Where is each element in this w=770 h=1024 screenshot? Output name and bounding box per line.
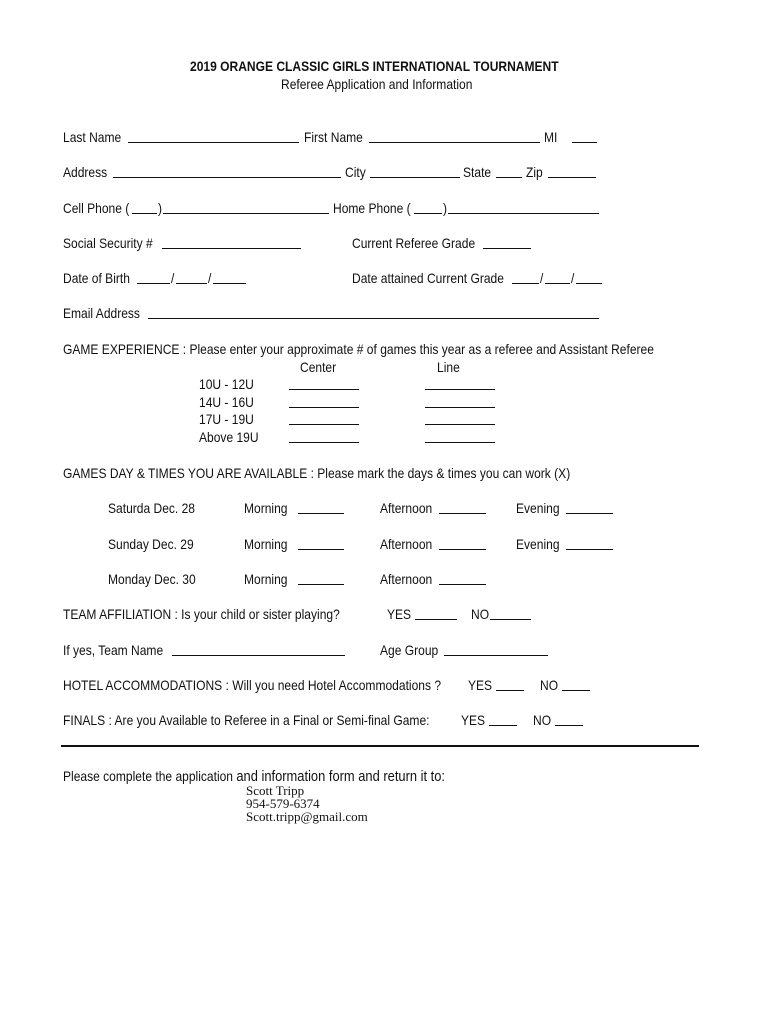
zip-label: Zip: [526, 164, 543, 180]
morning-label: Morning: [244, 571, 288, 587]
team-yes-field[interactable]: [415, 619, 457, 620]
experience-age-label: Above 19U: [199, 429, 259, 445]
team-question: TEAM AFFILIATION : Is your child or sister playing?: [63, 606, 340, 622]
dob-slash-1: /: [171, 270, 175, 286]
day-label: Saturda Dec. 28: [108, 500, 196, 516]
afternoon-field[interactable]: [439, 549, 486, 550]
zip-field[interactable]: [548, 177, 596, 178]
mi-label: MI: [544, 129, 558, 145]
availability-heading: GAMES DAY & TIMES YOU ARE AVAILABLE : Please mark the days & times you can work (X): [63, 465, 571, 481]
morning-field[interactable]: [298, 513, 344, 514]
attained-slash-1: /: [540, 270, 544, 286]
morning-field[interactable]: [298, 584, 344, 585]
dob-label: Date of Birth: [63, 270, 130, 286]
morning-field[interactable]: [298, 549, 344, 550]
first-name-field[interactable]: [369, 142, 540, 143]
address-field[interactable]: [113, 177, 341, 178]
center-games-field[interactable]: [289, 407, 359, 408]
finals-yes-field[interactable]: [489, 725, 517, 726]
last-name-label: Last Name: [63, 129, 122, 145]
hotel-question: HOTEL ACCOMMODATIONS : Will you need Hotel Accommodations ?: [63, 677, 442, 693]
finals-no-label: NO: [533, 712, 552, 728]
ssn-field[interactable]: [162, 248, 301, 249]
grade-label: Current Referee Grade: [352, 235, 476, 251]
hotel-yes-field[interactable]: [496, 690, 524, 691]
line-games-field[interactable]: [425, 424, 495, 425]
center-games-field[interactable]: [289, 442, 359, 443]
center-games-field[interactable]: [289, 424, 359, 425]
afternoon-label: Afternoon: [380, 500, 433, 516]
experience-heading: GAME EXPERIENCE : Please enter your approximate # of games this year as a referee and Assistant Referee: [63, 341, 654, 357]
experience-col-line: Line: [437, 359, 460, 375]
dob-day-field[interactable]: [176, 283, 207, 284]
experience-age-label: 14U - 16U: [199, 394, 254, 410]
hotel-no-field[interactable]: [562, 690, 590, 691]
attained-slash-2: /: [571, 270, 575, 286]
evening-field[interactable]: [566, 513, 613, 514]
hotel-no-label: NO: [540, 677, 559, 693]
afternoon-field[interactable]: [439, 584, 486, 585]
finals-yes-label: YES: [461, 712, 486, 728]
afternoon-label: Afternoon: [380, 571, 433, 587]
team-no-field[interactable]: [490, 619, 531, 620]
attained-month-field[interactable]: [512, 283, 539, 284]
team-name-label: If yes, Team Name: [63, 642, 164, 658]
grade-field[interactable]: [483, 248, 531, 249]
city-field[interactable]: [370, 177, 460, 178]
contact-phone: 954-579-6374: [246, 796, 320, 811]
age-group-field[interactable]: [444, 655, 548, 656]
last-name-field[interactable]: [128, 142, 299, 143]
age-group-label: Age Group: [380, 642, 439, 658]
day-label: Monday Dec. 30: [108, 571, 196, 587]
dob-month-field[interactable]: [137, 283, 170, 284]
form-subtitle: Referee Application and Information: [281, 76, 473, 92]
return-instruction-part-1: Please complete the application: [63, 768, 234, 784]
team-name-field[interactable]: [172, 655, 345, 656]
home-paren-close: ): [443, 200, 448, 216]
city-label: City: [345, 164, 366, 180]
home-area-code-field[interactable]: [414, 213, 442, 214]
first-name-label: First Name: [304, 129, 363, 145]
attained-day-field[interactable]: [545, 283, 570, 284]
return-instruction-part-2: and information form and return it to:: [236, 768, 446, 785]
contact-email[interactable]: Scott.tripp@gmail.com: [246, 809, 368, 824]
line-games-field[interactable]: [425, 407, 495, 408]
dob-year-field[interactable]: [213, 283, 246, 284]
line-games-field[interactable]: [425, 442, 495, 443]
afternoon-field[interactable]: [439, 513, 486, 514]
cell-phone-field[interactable]: [163, 213, 329, 214]
home-phone-label: Home Phone (: [333, 200, 411, 216]
dob-slash-2: /: [208, 270, 212, 286]
finals-no-field[interactable]: [555, 725, 583, 726]
cell-area-code-field[interactable]: [132, 213, 157, 214]
experience-age-label: 17U - 19U: [199, 411, 254, 427]
day-label: Sunday Dec. 29: [108, 536, 194, 552]
afternoon-label: Afternoon: [380, 536, 433, 552]
center-games-field[interactable]: [289, 389, 359, 390]
date-attained-label: Date attained Current Grade: [352, 270, 504, 286]
state-field[interactable]: [496, 177, 522, 178]
cell-paren-close: ): [158, 200, 163, 216]
morning-label: Morning: [244, 500, 288, 516]
form-title: 2019 ORANGE CLASSIC GIRLS INTERNATIONAL TOURNAMENT: [190, 58, 559, 74]
state-label: State: [463, 164, 492, 180]
finals-question: FINALS : Are you Available to Referee in a Final or Semi-final Game:: [63, 712, 430, 728]
evening-label: Evening: [516, 500, 560, 516]
evening-field[interactable]: [566, 549, 613, 550]
section-divider: [61, 745, 699, 747]
attained-year-field[interactable]: [576, 283, 602, 284]
team-no-label: NO: [471, 606, 490, 622]
address-label: Address: [63, 164, 108, 180]
morning-label: Morning: [244, 536, 288, 552]
home-phone-field[interactable]: [448, 213, 599, 214]
experience-age-label: 10U - 12U: [199, 376, 254, 392]
line-games-field[interactable]: [425, 389, 495, 390]
experience-col-center: Center: [300, 359, 337, 375]
team-yes-label: YES: [387, 606, 412, 622]
evening-label: Evening: [516, 536, 560, 552]
hotel-yes-label: YES: [468, 677, 493, 693]
ssn-label: Social Security #: [63, 235, 153, 251]
email-label: Email Address: [63, 305, 140, 321]
contact-name: Scott Tripp: [246, 783, 305, 798]
email-field[interactable]: [148, 318, 599, 319]
mi-field[interactable]: [572, 142, 597, 143]
cell-phone-label: Cell Phone (: [63, 200, 130, 216]
